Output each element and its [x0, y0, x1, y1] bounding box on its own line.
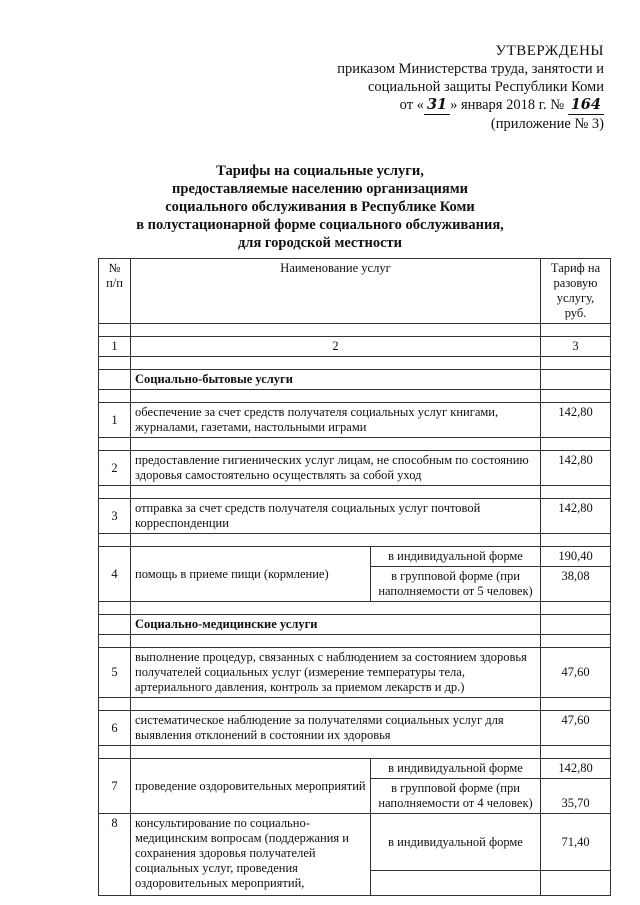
approval-date-prefix: от « — [399, 97, 424, 113]
title-line-3: социального обслуживания в Республике Коми — [165, 199, 475, 215]
table-header-row — [99, 259, 611, 324]
form-individual: в индивидуальной форме — [371, 759, 541, 779]
approval-line-2: социальной защиты Республики Коми — [367, 79, 604, 95]
row-num: 7 — [99, 759, 131, 814]
spacer-row — [99, 324, 611, 337]
form-group: в групповой форме (при наполняемости от 5 человек) — [371, 567, 541, 602]
spacer-row — [99, 602, 611, 615]
title-line-4: в полустационарной форме социального обслуживания, — [136, 217, 504, 233]
approval-heading: УТВЕРЖДЕНЫ — [495, 43, 604, 59]
service-price: 142,80 — [541, 499, 611, 534]
tariff-table — [98, 258, 611, 896]
price-group: 35,70 — [541, 779, 611, 814]
header-num: № п/п — [99, 259, 131, 324]
title-line-5: для городской местности — [237, 235, 403, 251]
column-index-row — [99, 337, 611, 357]
table-row — [99, 547, 611, 567]
price-individual: 71,40 — [541, 814, 611, 871]
empty-price-cell — [541, 871, 611, 896]
table-row — [99, 814, 611, 871]
col-index-2: 2 — [131, 337, 541, 357]
section-title-medical: Социально-медицинские услуги — [131, 615, 541, 635]
price-individual: 190,40 — [541, 547, 611, 567]
spacer-row — [99, 438, 611, 451]
approval-line-1: приказом Министерства труда, занятости и — [337, 61, 604, 77]
spacer-row — [99, 534, 611, 547]
service-name: предоставление гигиенических услуг лицам, не способным по состоянию здоровья самостоятельно осуществлять за собой уход — [131, 451, 541, 486]
col-index-1: 1 — [99, 337, 131, 357]
approval-appendix: (приложение № 3) — [490, 116, 604, 132]
price-group: 38,08 — [541, 567, 611, 602]
header-name: Наименование услуг — [131, 259, 541, 324]
table-row — [99, 451, 611, 486]
col-index-3: 3 — [541, 337, 611, 357]
approval-line-3 — [337, 96, 604, 115]
spacer-row — [99, 635, 611, 648]
spacer-row — [99, 486, 611, 499]
row-num: 4 — [99, 547, 131, 602]
row-num: 6 — [99, 711, 131, 746]
table-row — [99, 711, 611, 746]
spacer-row — [99, 746, 611, 759]
row-num: 1 — [99, 403, 131, 438]
title-line-1: Тарифы на социальные услуги, — [216, 163, 424, 179]
table-row — [99, 403, 611, 438]
service-name: помощь в приеме пищи (кормление) — [131, 547, 371, 602]
section-row — [99, 370, 611, 390]
spacer-row — [99, 390, 611, 403]
service-name: консультирование по социально-медицинским вопросам (поддержания и сохранения здоровья получателей социальных услуг, проведения оздоровительных мероприятий, — [131, 814, 371, 896]
handwritten-order-number: 164 — [568, 96, 604, 115]
price-individual: 142,80 — [541, 759, 611, 779]
service-price: 142,80 — [541, 403, 611, 438]
section-row — [99, 615, 611, 635]
spacer-row — [99, 357, 611, 370]
approval-date-middle: » января 2018 г. № — [450, 97, 565, 113]
row-num: 3 — [99, 499, 131, 534]
spacer-row — [99, 698, 611, 711]
row-num: 2 — [99, 451, 131, 486]
service-name: проведение оздоровительных мероприятий — [131, 759, 371, 814]
table-row — [99, 499, 611, 534]
section-title-household: Социально-бытовые услуги — [131, 370, 541, 390]
form-individual: в индивидуальной форме — [371, 814, 541, 871]
table-row — [99, 759, 611, 779]
approval-block — [337, 42, 604, 133]
row-num: 5 — [99, 648, 131, 698]
service-name: отправка за счет средств получателя социальных услуг почтовой корреспонденции — [131, 499, 541, 534]
form-group: в групповой форме (при наполняемости от 4 человек) — [371, 779, 541, 814]
empty-form-cell — [371, 871, 541, 896]
service-price: 142,80 — [541, 451, 611, 486]
service-price: 47,60 — [541, 648, 611, 698]
row-num: 8 — [99, 814, 131, 896]
table-row — [99, 648, 611, 698]
form-individual: в индивидуальной форме — [371, 547, 541, 567]
document-title — [0, 162, 640, 252]
service-name: выполнение процедур, связанных с наблюдением за состоянием здоровья получателей социальных услуг (измерение температуры тела, артериального давления, контроль за приемом лекарств и др.) — [131, 648, 541, 698]
header-tariff: Тариф на разовую услугу, руб. — [541, 259, 611, 324]
service-name: систематическое наблюдение за получателями социальных услуг для выявления отклонений в состоянии их здоровья — [131, 711, 541, 746]
handwritten-day: 31 — [424, 96, 450, 115]
title-line-2: предоставляемые населению организациями — [172, 181, 468, 197]
service-name: обеспечение за счет средств получателя социальных услуг книгами, журналами, газетами, настольными играми — [131, 403, 541, 438]
service-price: 47,60 — [541, 711, 611, 746]
